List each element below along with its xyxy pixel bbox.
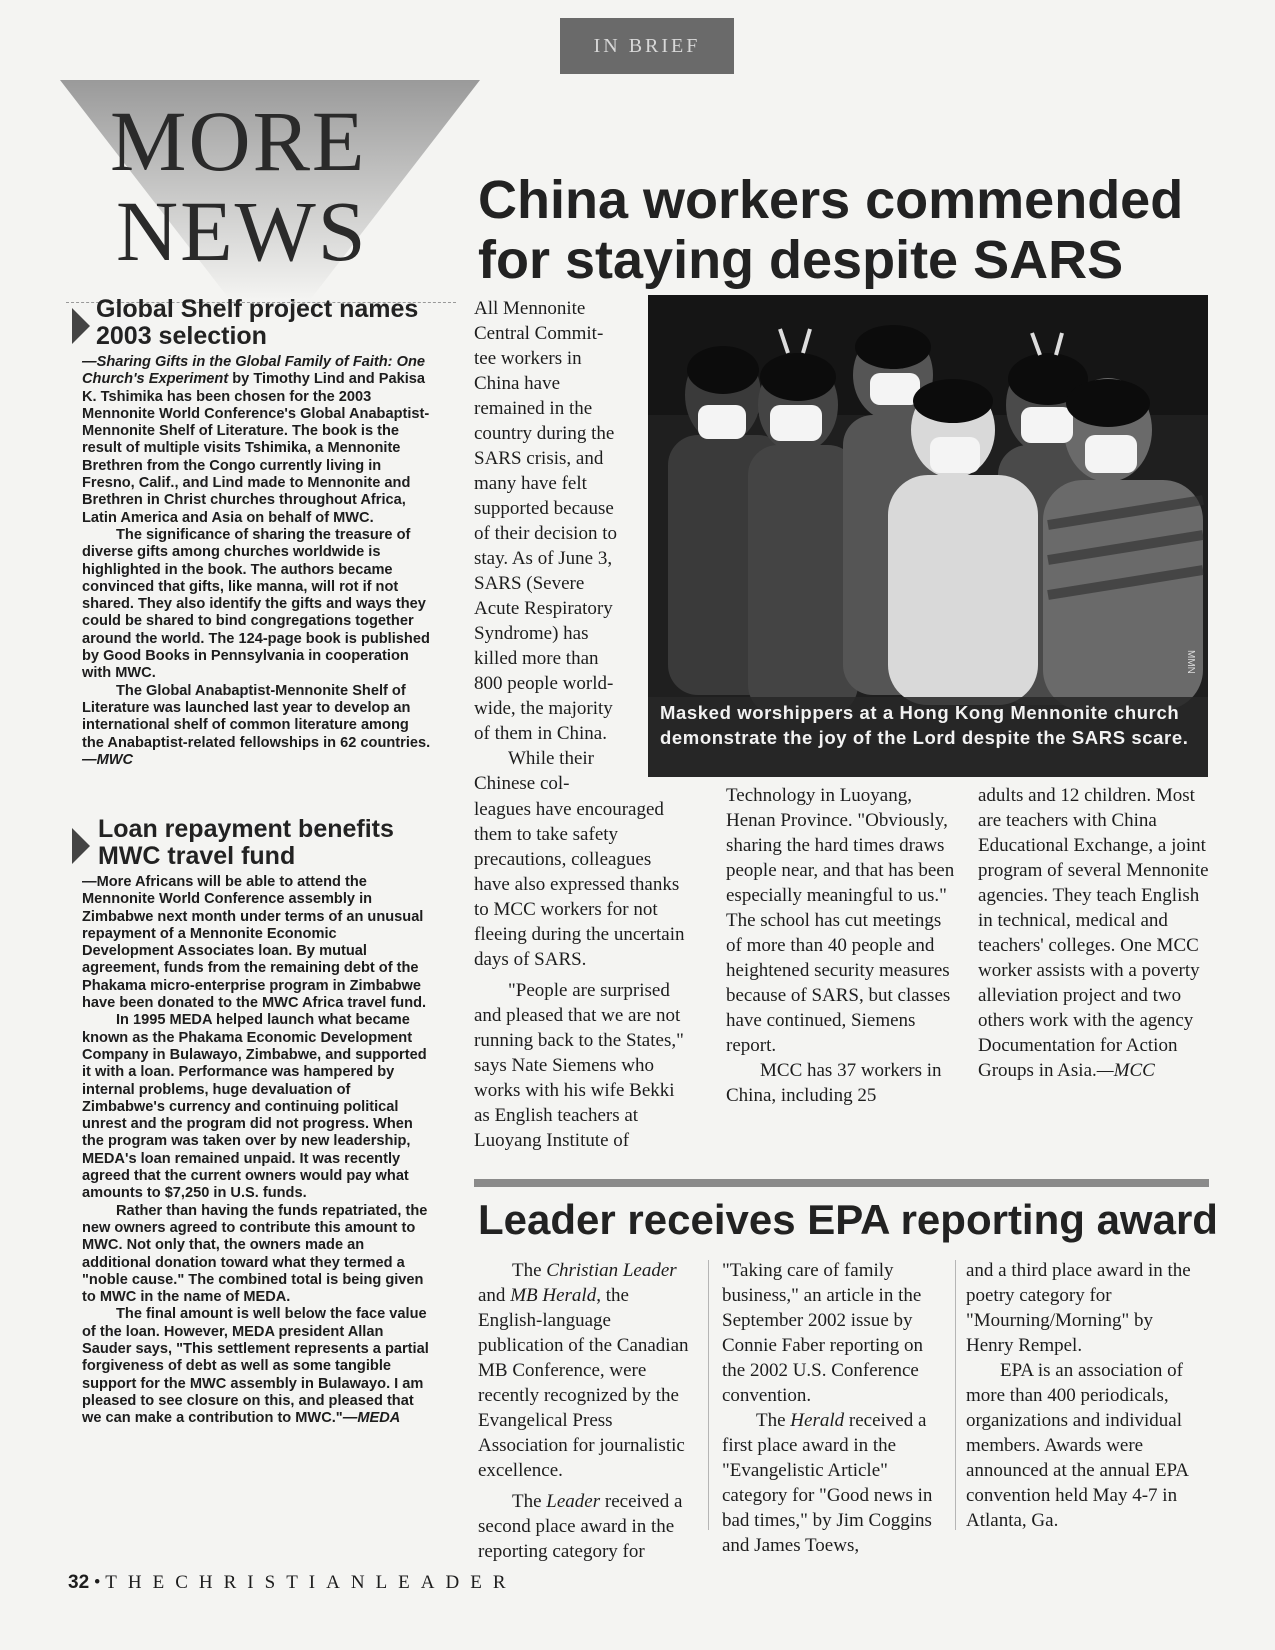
china-col1-line: wide, the majority: [474, 698, 613, 719]
china-col1-line: Chinese col-: [474, 773, 570, 794]
china-col3: [978, 783, 1210, 1083]
china-col1-line: tee workers in: [474, 348, 582, 369]
column-divider: [708, 1260, 709, 1530]
china-col1-line: All Mennonite: [474, 298, 586, 319]
epa-col3: [966, 1258, 1192, 1533]
china-col3-p1: adults and 12 children. Most are teachers with China Educational Exchange, a joint program of several Mennonite agencies. They teach English in technical, medical and teachers' colleges. One MCC worker assists with a poverty alleviation project and two others work with the agency Documentation for Action Groups in Asia.: [978, 785, 1209, 1081]
china-col1-line: Syndrome) has: [474, 623, 589, 644]
china-headline: China workers commended for staying despite SARS: [478, 170, 1184, 290]
epa-col3-p2: EPA is an association of more than 400 periodicals, organizations and individual members. Awards were announced at the annual EPA convention held May 4-7 in Atlanta, Ga.: [966, 1360, 1188, 1531]
epa-col1: [478, 1258, 696, 1564]
china-col1-line: SARS crisis, and: [474, 448, 604, 469]
china-col1-line: Central Commit-: [474, 323, 604, 344]
publication-name: Christian Leader: [546, 1260, 677, 1281]
china-col1-p2: "People are surprised and pleased that we are not running back to the States," says Nate Siemens who works with his wife Bekki as English teachers at Luoyang Institute of: [474, 980, 684, 1151]
page-number: 32: [68, 1572, 90, 1593]
item2-signature: —MEDA: [342, 1410, 401, 1427]
item2-p3: Rather than having the funds repatriated, the new owners agreed to contribute this amount to MWC. Not only that, the owners made an additional donation toward what they termed a "noble cause." The combined total is being given to MWC in the name of MEDA.: [82, 1202, 428, 1306]
page-footer: [68, 1572, 517, 1594]
epa-headline: Leader receives EPA reporting award: [478, 1196, 1218, 1243]
photo-credit: MMN: [1185, 650, 1196, 674]
epa-text: The: [512, 1260, 547, 1281]
item1-p2: The significance of sharing the treasure of diverse gifts among churches worldwide is highlighted in the book. The authors became convinced that gifts, like manna, will rot if not shared. They also identify the gifts and ways they could be shared to bind congregations together around the world. The 124-page book is published by Good Books in Pennsylvania in cooperation with MWC.: [82, 526, 430, 682]
item2-p1: —More Africans will be able to attend the Mennonite World Conference assembly in Zimbabwe next month under terms of an unusual repayment of a Mennonite Economic Development Associates loan. By mutual agreement, funds from the remaining debt of the Phakama micro-enterprise program in Zimbabwe have been donated to the MWC Africa travel fund.: [82, 874, 427, 1012]
epa-text: , the English-language publication of the Canadian MB Conference, were recently recognized by the Evangelical Press Association for journalistic excellence.: [478, 1285, 689, 1481]
epa-top-rule: [474, 1179, 1209, 1187]
item1-body: [82, 354, 432, 769]
publication-name: MB Herald: [510, 1285, 597, 1306]
footer-separator: •: [89, 1572, 106, 1593]
china-col1-narrow: [474, 296, 649, 796]
item2-p2: In 1995 MEDA helped launch what became known as the Phakama Economic Development Company in Bulawayo, Zimbabwe, and supported it with a loan. Performance was hampered by internal problems, huge devaluation of Zimbabwe's currency and continuing political unrest and the program did not progress. When the program was taken over by new leadership, MEDA's loan remained unpaid. It was recently agreed that the current owners would pay what amounts to $7,250 in U.S. funds.: [82, 1012, 427, 1202]
china-col2-p1: Technology in Luoyang, Henan Province. "Obviously, sharing the hard times draws people near, and that has been especially meaningful to us." The school has cut meetings of more than 40 people and heightened security measures because of SARS, but classes have continued, Siemens report.: [726, 785, 955, 1056]
epa-text: received a first place award in the "Evangelistic Article" category for "Good news in bad times," by Jim Coggins and James Toews,: [722, 1410, 933, 1556]
item2-p4: The final amount is well below the face value of the loan. However, MEDA president Allan Sauder says, "This settlement represents a partial forgiveness of debt as well as some tangible support for the MWC assembly in Bulawayo. I am pleased to see closure on this, and pleased that we can make a contribution to MWC.": [82, 1306, 429, 1427]
china-col2-p2: MCC has 37 workers in China, including 25: [726, 1060, 942, 1106]
column-divider: [955, 1260, 956, 1530]
china-col1-line: stay. As of June 3,: [474, 548, 613, 569]
magazine-title: THECHRISTIANLEADER: [105, 1572, 517, 1593]
item1-lead-rest: by Timothy Lind and Pakisa K. Tshimika has been chosen for the 2003 Mennonite World Conference's Global Anabaptist-Mennonite Shelf of Literature. The book is the result of multiple visits Tshimika, a Mennonite Brethren from the Congo currently living in Fresno, Calif., and Lind made to Mennonite and Brethren in Christ churches throughout Africa, Latin America and Asia on behalf of MWC.: [82, 371, 430, 526]
epa-text: The: [756, 1410, 791, 1431]
triangle-bullet-icon: [72, 308, 90, 344]
epa-text: and: [478, 1285, 511, 1306]
banner-news: NEWS: [116, 183, 368, 279]
china-col3-signature: —MCC: [1096, 1060, 1155, 1081]
china-col1-line: SARS (Severe: [474, 573, 585, 594]
epa-col2: [722, 1258, 944, 1558]
item1-lead-italic: —Sharing Gifts in the Global Family of Faith: One Church's Experiment: [82, 354, 425, 388]
triangle-bullet-icon: [72, 828, 90, 864]
publication-name: Leader: [546, 1491, 601, 1512]
item1-signature: —MWC: [82, 751, 134, 768]
china-col1-line: country during the: [474, 423, 615, 444]
epa-col2-p1: "Taking care of family business," an article in the September 2002 issue by Connie Faber reporting on the 2002 U.S. Conference convention.: [722, 1260, 924, 1406]
photo-caption: Masked worshippers at a Hong Kong Mennonite church demonstrate the joy of the Lord despite the SARS scare.: [648, 697, 1208, 777]
china-col1-line: China have: [474, 373, 561, 394]
china-col1-line: 800 people world-: [474, 673, 614, 694]
epa-col3-p1: and a third place award in the poetry category for "Mourning/Morning" by Henry Rempel.: [966, 1260, 1191, 1356]
item1-headline: Global Shelf project names 2003 selection: [96, 295, 419, 350]
section-label: IN BRIEF: [560, 18, 734, 74]
item2-body: [82, 874, 432, 1428]
china-col1-line: remained in the: [474, 398, 593, 419]
china-col1-line: supported because: [474, 498, 614, 519]
china-col1-line: Acute Respiratory: [474, 598, 613, 619]
china-col1-lower: [474, 797, 686, 1153]
item1-p3: The Global Anabaptist-Mennonite Shelf of Literature was launched last year to develop an international shelf of common literature among the Anabaptist-related fellowships in 62 countries.: [82, 682, 431, 751]
epa-text: The: [512, 1491, 547, 1512]
epa-text: received a second place award in the reporting category for: [478, 1491, 683, 1562]
china-col1-line: many have felt: [474, 473, 587, 494]
publication-name: Herald: [790, 1410, 845, 1431]
china-col1-p1-end: leagues have encouraged them to take safety precautions, colleagues have also expressed thanks to MCC workers for not fleeing during the uncertain days of SARS.: [474, 799, 685, 970]
banner-more: MORE: [110, 93, 367, 189]
china-col1-line: While their: [508, 748, 594, 769]
china-col1-line: of their decision to: [474, 523, 617, 544]
china-col1-line: of them in China.: [474, 723, 607, 744]
item2-headline: Loan repayment benefits MWC travel fund: [98, 815, 394, 870]
china-col1-line: killed more than: [474, 648, 599, 669]
china-col2: [726, 783, 956, 1108]
